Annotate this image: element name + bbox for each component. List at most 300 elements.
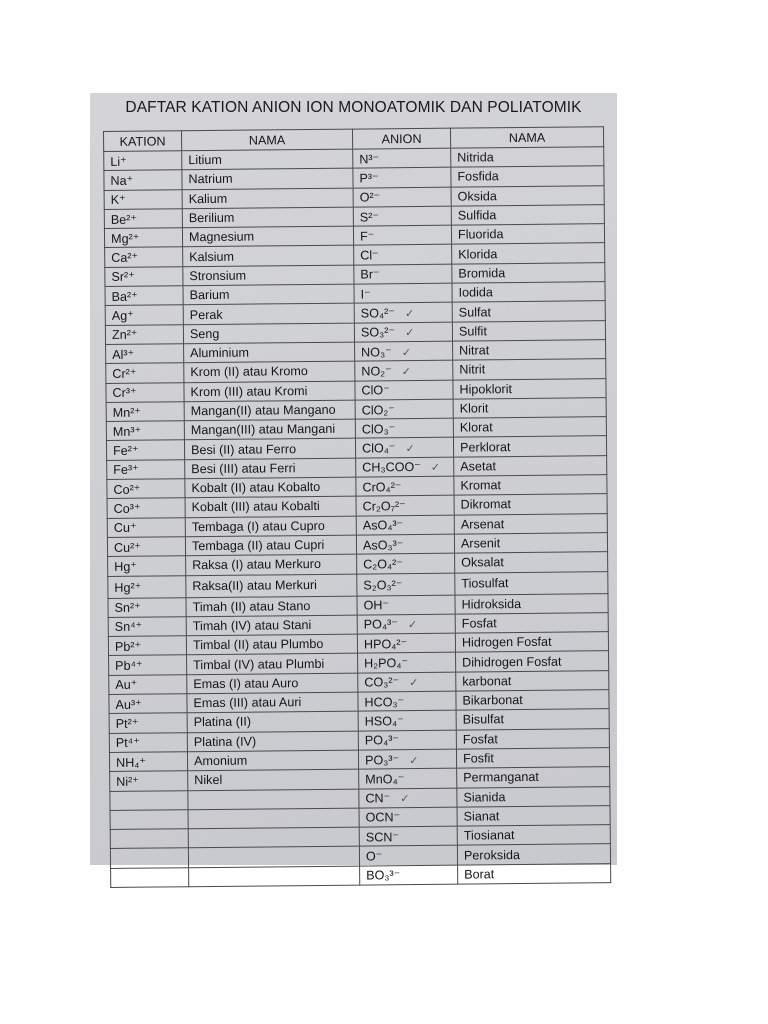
anion-name-cell [456, 748, 609, 769]
kation-cell [109, 713, 187, 733]
kation-name-cell-text: Krom (III) atau Kromi [190, 383, 308, 399]
kation-cell-text: Ca²⁺ [111, 250, 139, 266]
anion-cell [357, 633, 455, 653]
kation-cell-text: Mn²⁺ [112, 405, 142, 420]
kation-cell-text: Cu⁺ [113, 520, 137, 536]
anion-name-cell-text: Bikarbonat [462, 693, 523, 708]
anion-cell-text: CH₃COO⁻ [362, 460, 421, 475]
anion-name-cell-text: Perklorat [459, 439, 511, 455]
anion-name-cell-text: Sulfit [458, 324, 488, 339]
anion-cell [358, 653, 456, 673]
anion-name-cell [452, 320, 605, 341]
kation-cell [106, 363, 184, 383]
header-anion-nama: NAMA [450, 127, 603, 148]
anion-name-cell-text: Fluorida [457, 227, 504, 242]
anion-cell [360, 865, 458, 885]
kation-cell [104, 228, 182, 248]
anion-name-cell-text: Arsenit [460, 536, 501, 551]
anion-cell-text: BO₃³⁻ [366, 868, 401, 883]
anion-cell-text: SO₃²⁻ [360, 325, 396, 340]
kation-cell [105, 267, 183, 287]
kation-cell [106, 402, 184, 422]
kation-name-cell-text: Nikel [194, 773, 223, 788]
check-mark-icon: ✓ [407, 619, 418, 632]
anion-cell [353, 167, 451, 187]
kation-cell [107, 479, 185, 499]
kation-cell [106, 440, 184, 460]
kation-name-cell-text: Platina (IV) [193, 734, 257, 749]
kation-cell [109, 732, 187, 752]
anion-name-cell [455, 593, 608, 614]
kation-cell-text: Li⁺ [110, 154, 127, 169]
anion-name-cell-text: Hidrogen Fosfat [461, 634, 552, 650]
document-photo [90, 93, 617, 883]
kation-name-cell-text: Aluminium [190, 345, 249, 361]
anion-cell [355, 399, 453, 419]
anion-cell [358, 710, 456, 730]
kation-name-cell-text: Mangan(III) atau Mangani [190, 422, 336, 438]
anion-name-cell [451, 147, 604, 168]
kation-cell [109, 655, 187, 675]
kation-cell [107, 517, 185, 537]
kation-name-cell-text: Tembaga (II) atau Cupri [191, 537, 325, 554]
kation-name-cell [188, 789, 359, 810]
anion-name-cell-text: karbonat [462, 673, 512, 689]
kation-cell [109, 752, 187, 772]
kation-name-cell [185, 535, 356, 556]
anion-name-cell [455, 613, 608, 634]
kation-name-cell-text: Raksa(II) atau Merkuri [192, 577, 318, 594]
kation-cell [108, 556, 186, 576]
ion-table [103, 126, 611, 888]
anion-cell-text: Br⁻ [360, 267, 380, 282]
anion-name-cell [453, 378, 606, 399]
anion-cell [357, 595, 455, 615]
kation-cell [105, 324, 183, 344]
anion-cell-text: O²⁻ [359, 190, 381, 205]
kation-cell-text: Cr²⁺ [112, 366, 137, 381]
anion-cell [356, 534, 454, 554]
anion-cell [354, 245, 452, 265]
anion-cell [359, 768, 457, 788]
kation-cell-text: Sn⁴⁺ [114, 620, 143, 635]
kation-name-cell [185, 496, 356, 517]
kation-name-cell-text: Kalsium [189, 249, 235, 264]
kation-name-cell-text: Stronsium [189, 268, 247, 284]
anion-name-cell-text: Sianida [463, 789, 506, 805]
kation-cell-text: Co²⁺ [113, 482, 141, 497]
anion-cell [359, 846, 457, 866]
kation-cell-text: K⁺ [110, 193, 126, 208]
anion-name-cell [456, 651, 609, 672]
kation-name-cell-text: Besi (II) atau Ferro [190, 441, 297, 457]
check-mark-icon: ✓ [401, 365, 412, 379]
kation-cell-text: Fe²⁺ [113, 443, 139, 459]
check-mark-icon: ✓ [400, 793, 410, 806]
anion-cell-text: ClO₂⁻ [361, 402, 395, 418]
anion-cell-text: F⁻ [359, 229, 375, 244]
kation-cell [104, 170, 182, 190]
anion-name-cell [451, 185, 604, 206]
table-row [111, 863, 611, 887]
anion-name-cell-text: Klorat [459, 420, 493, 435]
kation-name-cell [184, 439, 355, 460]
kation-cell [109, 674, 187, 694]
kation-cell [108, 597, 186, 617]
kation-name-cell [187, 750, 358, 771]
check-mark-icon: ✓ [405, 443, 415, 456]
kation-name-cell [182, 168, 353, 189]
check-mark-icon: ✓ [401, 346, 412, 359]
kation-name-cell [187, 673, 358, 694]
kation-name-cell [184, 342, 355, 363]
anion-name-cell [455, 632, 608, 653]
anion-name-cell-text: Tiosulfat [461, 576, 509, 591]
anion-cell [356, 457, 454, 477]
kation-cell [106, 344, 184, 364]
anion-name-cell-text: Iodida [458, 285, 493, 300]
anion-name-cell-text: Sulfat [458, 304, 492, 320]
kation-cell [109, 694, 187, 714]
anion-name-cell-text: Bisulfat [462, 712, 505, 728]
anion-name-cell-text: Tiosianat [463, 828, 515, 843]
anion-cell [358, 691, 456, 711]
kation-cell [108, 575, 186, 598]
kation-cell [107, 498, 185, 518]
kation-name-cell-text: Tembaga (I) atau Cupro [191, 518, 325, 534]
kation-name-cell-text: Amonium [193, 753, 248, 769]
anion-name-cell-text: Oksida [457, 188, 497, 204]
kation-cell-text: Co³⁺ [113, 501, 141, 516]
header-anion: ANION [352, 128, 450, 149]
anion-name-cell [457, 805, 610, 826]
anion-cell [359, 826, 457, 846]
anion-cell [359, 807, 457, 827]
anion-cell [356, 495, 454, 515]
anion-name-cell [454, 533, 607, 554]
anion-name-cell [456, 709, 609, 730]
kation-name-cell [183, 265, 354, 286]
anion-cell [358, 749, 456, 769]
kation-cell-text: Sr²⁺ [111, 270, 135, 285]
anion-name-cell [456, 690, 609, 711]
kation-cell-text: Ag⁺ [111, 308, 134, 323]
kation-name-cell [187, 654, 358, 675]
anion-cell [355, 380, 453, 400]
kation-name-cell-text: Timah (IV) atau Stani [192, 617, 312, 634]
anion-name-cell-text: Dihidrogen Fosfat [462, 654, 562, 670]
kation-name-cell-text: Kalium [188, 191, 228, 206]
kation-name-cell [185, 458, 356, 479]
kation-cell [108, 636, 186, 656]
anion-name-cell-text: Peroksida [463, 847, 521, 863]
anion-name-cell [457, 825, 610, 846]
anion-name-cell-text: Klorida [458, 246, 498, 262]
kation-name-cell [187, 711, 358, 732]
anion-name-cell-text: Arsenat [460, 516, 505, 532]
anion-cell [354, 303, 452, 323]
anion-name-cell-text: Oksalat [461, 555, 504, 570]
kation-name-cell-text: Timah (II) atau Stano [192, 598, 311, 614]
anion-cell-text: H₂PO₄⁻ [364, 656, 409, 671]
anion-name-cell [452, 243, 605, 264]
anion-cell-text: S²⁻ [359, 209, 380, 225]
header-kation-nama: NAMA [182, 129, 353, 151]
anion-name-cell [453, 398, 606, 419]
kation-name-cell-text: Krom (II) atau Kromo [190, 364, 308, 380]
kation-cell-text: Sn²⁺ [114, 600, 141, 616]
anion-name-cell [457, 767, 610, 788]
kation-cell [104, 209, 182, 229]
anion-name-cell-text: Dikromat [460, 497, 512, 513]
anion-cell-text: SCN⁻ [365, 829, 400, 845]
kation-name-cell-text: Kobalt (III) atau Kobalti [191, 499, 320, 515]
kation-cell-text: Zn²⁺ [111, 327, 138, 343]
anion-cell-text: ClO₃⁻ [361, 422, 396, 437]
anion-name-cell [452, 262, 605, 283]
anion-cell-text: ClO₄⁻ [361, 441, 396, 456]
anion-name-cell-text: Kromat [460, 478, 502, 493]
anion-name-cell [457, 786, 610, 807]
anion-cell [355, 438, 453, 458]
anion-cell-text: HCO₃⁻ [364, 694, 405, 710]
kation-cell-text: Mn³⁺ [112, 424, 142, 439]
kation-cell [107, 537, 185, 557]
kation-cell [106, 382, 184, 402]
anion-cell-text: PO₄³⁻ [363, 617, 399, 632]
anion-name-cell-text: Borat [464, 867, 495, 882]
anion-cell-text: NO₃⁻ [361, 344, 392, 360]
kation-cell [105, 247, 183, 267]
kation-cell-text: Pb²⁺ [114, 639, 142, 654]
anion-cell [354, 264, 452, 284]
kation-cell [104, 151, 182, 171]
anion-name-cell [456, 670, 609, 691]
anion-name-cell-text: Fosfit [462, 751, 494, 766]
anion-name-cell [452, 301, 605, 322]
kation-name-cell [182, 207, 353, 228]
anion-cell [355, 341, 453, 361]
anion-name-cell-text: Sianat [463, 809, 500, 824]
anion-name-cell [454, 494, 607, 515]
kation-name-cell [183, 284, 354, 305]
kation-name-cell [187, 731, 358, 752]
anion-cell-text: N³⁻ [359, 151, 380, 167]
kation-cell-text: Au³⁺ [115, 697, 142, 712]
kation-cell-text: Cr³⁺ [112, 385, 137, 401]
kation-cell [110, 790, 188, 810]
kation-name-cell-text: Kobalt (II) atau Kobalto [191, 480, 321, 496]
anion-cell-text: C₂O₄²⁻ [363, 557, 404, 572]
anion-name-cell-text: Nitrida [457, 150, 494, 165]
kation-cell-text: Cu²⁺ [113, 540, 142, 555]
kation-cell [110, 848, 188, 868]
kation-name-cell-text: Magnesium [188, 229, 255, 245]
anion-name-cell [454, 475, 607, 496]
anion-cell [359, 788, 457, 808]
anion-name-cell-text: Sulfida [457, 208, 497, 223]
check-mark-icon: ✓ [405, 327, 415, 340]
kation-cell-text: Pt⁴⁺ [115, 735, 140, 751]
kation-cell-text: Au⁺ [115, 678, 138, 693]
anion-name-cell [453, 359, 606, 380]
anion-name-cell-text: Bromida [458, 266, 506, 281]
kation-name-cell-text: Perak [189, 307, 223, 322]
anion-cell-text: SO₄²⁻ [360, 306, 396, 321]
anion-name-cell [452, 282, 605, 303]
anion-cell-text: I⁻ [360, 287, 371, 302]
kation-name-cell-text: Seng [189, 326, 220, 341]
kation-name-cell-text: Raksa (I) atau Merkuro [192, 557, 322, 573]
kation-name-cell-text: Berilium [188, 210, 235, 226]
kation-cell-text: Be²⁺ [110, 212, 138, 227]
anion-cell-text: PO₄³⁻ [364, 733, 400, 748]
header-kation: KATION [104, 131, 182, 152]
kation-name-cell [186, 634, 357, 655]
kation-name-cell-text: Timbal (II) atau Plumbo [192, 637, 324, 653]
anion-name-cell [451, 166, 604, 187]
anion-name-cell-text: Hipoklorit [459, 381, 513, 397]
kation-name-cell-text: Litium [188, 153, 222, 168]
kation-name-cell [184, 381, 355, 402]
kation-name-cell-text: Emas (III) atau Auri [193, 695, 302, 711]
kation-name-cell-text: Platina (II) [193, 715, 252, 730]
anion-cell [353, 225, 451, 245]
anion-cell-text: Cr₂O₇²⁻ [362, 499, 406, 514]
check-mark-icon: ✓ [430, 462, 441, 475]
anion-cell [353, 187, 451, 207]
kation-cell [108, 617, 186, 637]
anion-cell [353, 206, 451, 226]
anion-cell [356, 476, 454, 496]
kation-cell-text: Hg⁺ [114, 559, 137, 574]
kation-cell-text: Mg²⁺ [110, 231, 140, 246]
kation-cell-text: Na⁺ [110, 173, 134, 188]
check-mark-icon: ✓ [404, 308, 415, 321]
kation-cell-text: Ni²⁺ [116, 774, 140, 789]
kation-cell-text: Ba²⁺ [111, 289, 138, 304]
kation-cell-text: NH₄⁺ [115, 755, 147, 770]
anion-cell [354, 283, 452, 303]
anion-cell-text: P³⁻ [359, 171, 379, 186]
table-body [104, 147, 611, 888]
kation-name-cell [186, 615, 357, 636]
kation-name-cell [183, 246, 354, 267]
kation-name-cell [185, 477, 356, 498]
anion-cell-text: CO₃²⁻ [364, 675, 400, 690]
kation-name-cell [186, 596, 357, 617]
kation-cell-text: Pt²⁺ [115, 716, 139, 731]
kation-name-cell [188, 846, 359, 867]
kation-cell [110, 829, 188, 849]
anion-name-cell [454, 513, 607, 534]
anion-cell-text: OH⁻ [363, 598, 390, 613]
kation-name-cell-text: Timbal (IV) atau Plumbi [193, 656, 325, 672]
anion-cell-text: AsO₄³⁻ [362, 518, 404, 533]
kation-name-cell [184, 361, 355, 382]
anion-cell-text: CrO₄²⁻ [362, 479, 402, 495]
kation-cell [106, 421, 184, 441]
kation-name-cell [182, 188, 353, 209]
anion-name-cell [453, 417, 606, 438]
anion-name-cell [451, 224, 604, 245]
kation-cell [110, 771, 188, 791]
anion-cell [358, 730, 456, 750]
kation-name-cell [187, 692, 358, 713]
anion-name-cell [451, 205, 604, 226]
kation-name-cell-text: Natrium [188, 172, 233, 187]
anion-name-cell-text: Asetat [460, 459, 497, 474]
anion-name-cell-text: Fosfat [462, 731, 498, 747]
anion-cell [354, 322, 452, 342]
kation-cell [110, 810, 188, 830]
anion-name-cell [453, 340, 606, 361]
kation-name-cell-text: Mangan(II) atau Mangano [190, 402, 336, 419]
anion-cell-text: HPO₄²⁻ [363, 636, 408, 652]
anion-cell [357, 553, 455, 573]
kation-name-cell [183, 303, 354, 324]
anion-name-cell [457, 844, 610, 865]
kation-cell [105, 286, 183, 306]
ion-table-sheet [103, 126, 610, 883]
anion-name-cell-text: Fosfida [457, 169, 499, 185]
anion-cell-text: O⁻ [365, 849, 383, 864]
anion-name-cell [454, 455, 607, 476]
anion-cell [357, 573, 455, 596]
anion-name-cell-text: Nitrit [459, 362, 486, 377]
anion-cell [355, 418, 453, 438]
anion-cell-text: CN⁻ [365, 791, 391, 806]
kation-cell-text: Hg²⁺ [114, 580, 142, 595]
anion-cell [353, 148, 451, 168]
kation-name-cell-text: Emas (I) atau Auro [193, 676, 299, 692]
kation-cell [105, 305, 183, 325]
kation-name-cell [188, 827, 359, 848]
kation-name-cell [182, 226, 353, 247]
anion-name-cell [455, 552, 608, 573]
kation-name-cell [184, 419, 355, 440]
check-mark-icon: ✓ [409, 677, 419, 690]
kation-name-cell [189, 866, 360, 887]
kation-cell [104, 189, 182, 209]
check-mark-icon: ✓ [409, 754, 419, 767]
anion-cell [358, 672, 456, 692]
kation-cell-text: Fe³⁺ [113, 463, 139, 478]
anion-name-cell [453, 436, 606, 457]
anion-name-cell [455, 571, 608, 594]
kation-cell-text: Al³⁺ [112, 347, 135, 362]
kation-cell [107, 459, 185, 479]
kation-cell [111, 867, 189, 887]
anion-name-cell-text: Fosfat [461, 616, 497, 631]
anion-cell-text: OCN⁻ [365, 810, 401, 825]
anion-name-cell-text: Permanganat [463, 770, 539, 785]
anion-cell-text: MnO₄⁻ [365, 771, 405, 787]
anion-cell-text: Cl⁻ [360, 248, 379, 263]
anion-cell [355, 360, 453, 380]
anion-cell-text: S₂O₃²⁻ [363, 577, 403, 593]
anion-cell-text: AsO₃³⁻ [362, 537, 404, 553]
kation-name-cell [188, 808, 359, 829]
anion-name-cell-text: Klorit [459, 401, 489, 416]
anion-cell-text: HSO₄⁻ [364, 714, 404, 729]
kation-name-cell [184, 400, 355, 421]
anion-cell-text: PO₃³⁻ [364, 752, 400, 768]
kation-name-cell [186, 574, 357, 598]
kation-name-cell [188, 769, 359, 790]
anion-cell [356, 515, 454, 535]
anion-cell [357, 614, 455, 634]
